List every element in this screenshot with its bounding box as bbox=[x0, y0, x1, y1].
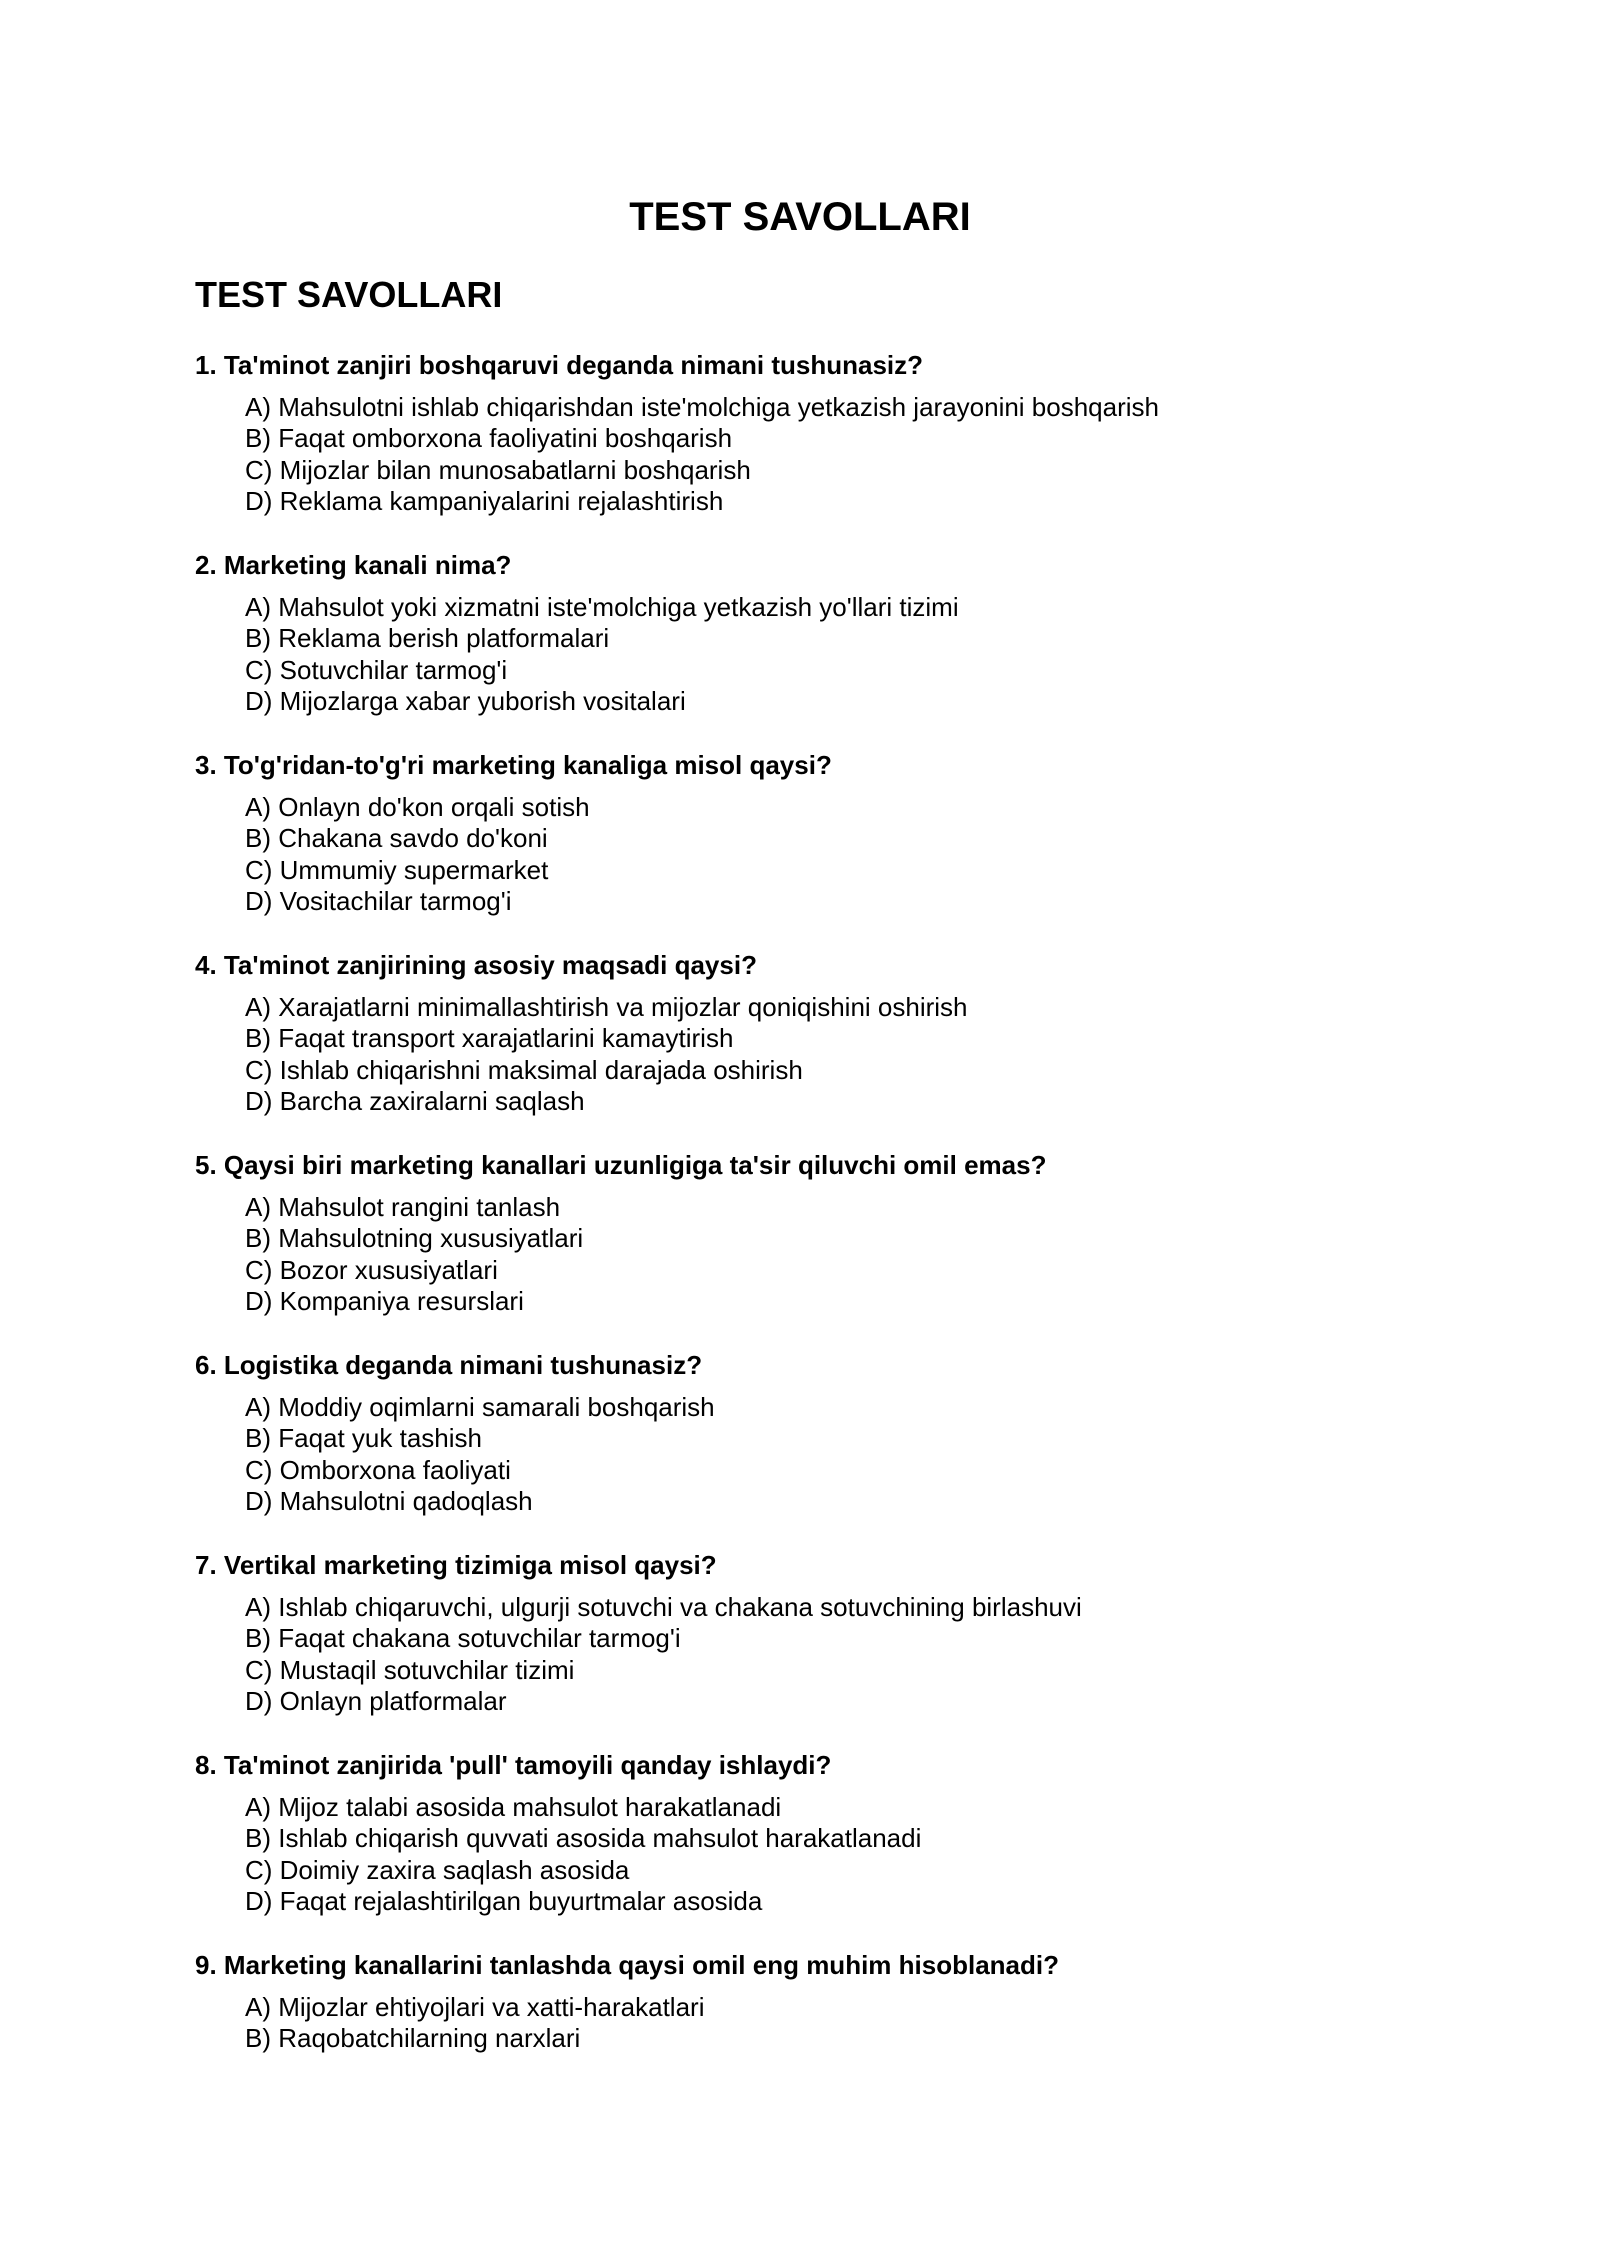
option-list bbox=[195, 1192, 1415, 1317]
question-text: 1. Ta'minot zanjiri boshqaruvi deganda nimani tushunasiz? bbox=[195, 350, 924, 380]
answer-option: D) Mahsulotni qadoqlash bbox=[245, 1485, 533, 1516]
answer-option: B) Mahsulotning xususiyatlari bbox=[245, 1223, 584, 1254]
answer-option: D) Kompaniya resurslari bbox=[245, 1285, 524, 1316]
question-text: 8. Ta'minot zanjirida 'pull' tamoyili qanday ishlaydi? bbox=[195, 1750, 832, 1780]
answer-option: D) Onlayn platformalar bbox=[245, 1685, 507, 1716]
answer-option: C) Ishlab chiqarishni maksimal darajada oshirish bbox=[245, 1054, 803, 1085]
option-list bbox=[195, 992, 1415, 1117]
question-text: 3. To'g'ridan-to'g'ri marketing kanaliga misol qaysi? bbox=[195, 750, 832, 780]
answer-option: D) Mijozlarga xabar yuborish vositalari bbox=[245, 685, 686, 716]
question-text: 2. Marketing kanali nima? bbox=[195, 550, 512, 580]
answer-option: B) Faqat chakana sotuvchilar tarmog'i bbox=[245, 1623, 681, 1654]
option-list bbox=[195, 1992, 1415, 2055]
answer-option: C) Omborxona faoliyati bbox=[245, 1454, 511, 1485]
answer-option: A) Mijoz talabi asosida mahsulot harakatlanadi bbox=[245, 1792, 782, 1822]
question-item bbox=[195, 747, 1415, 947]
answer-option: C) Mustaqil sotuvchilar tizimi bbox=[245, 1654, 575, 1685]
option-list bbox=[195, 792, 1415, 917]
answer-option: A) Xarajatlarni minimallashtirish va mijozlar qoniqishini oshirish bbox=[245, 992, 968, 1022]
answer-option: C) Doimiy zaxira saqlash asosida bbox=[245, 1854, 630, 1885]
option-list bbox=[195, 592, 1415, 717]
question-text: 5. Qaysi biri marketing kanallari uzunligiga ta'sir qiluvchi omil emas? bbox=[195, 1150, 1047, 1180]
section-heading: TEST SAVOLLARI bbox=[195, 274, 503, 315]
answer-option: B) Faqat omborxona faoliyatini boshqarish bbox=[245, 423, 733, 454]
question-text: 7. Vertikal marketing tizimiga misol qaysi? bbox=[195, 1550, 717, 1580]
question-item bbox=[195, 1947, 1415, 2147]
question-item bbox=[195, 347, 1415, 547]
answer-option: A) Ishlab chiqaruvchi, ulgurji sotuvchi va chakana sotuvchining birlashuvi bbox=[245, 1592, 1082, 1622]
question-list bbox=[195, 347, 1415, 2147]
question-text: 6. Logistika deganda nimani tushunasiz? bbox=[195, 1350, 703, 1380]
answer-option: B) Chakana savdo do'koni bbox=[245, 823, 548, 854]
answer-option: A) Onlayn do'kon orqali sotish bbox=[245, 792, 590, 822]
question-text: 9. Marketing kanallarini tanlashda qaysi omil eng muhim hisoblanadi? bbox=[195, 1950, 1059, 1980]
question-item bbox=[195, 1347, 1415, 1547]
option-list bbox=[195, 1392, 1415, 1517]
answer-option: B) Ishlab chiqarish quvvati asosida mahsulot harakatlanadi bbox=[245, 1823, 922, 1854]
answer-option: A) Mahsulot yoki xizmatni iste'molchiga yetkazish yo'llari tizimi bbox=[245, 592, 959, 622]
question-item bbox=[195, 1547, 1415, 1747]
question-item bbox=[195, 1147, 1415, 1347]
answer-option: B) Reklama berish platformalari bbox=[245, 623, 610, 654]
answer-option: D) Reklama kampaniyalarini rejalashtirish bbox=[245, 485, 724, 516]
option-list bbox=[195, 1592, 1415, 1717]
answer-option: C) Sotuvchilar tarmog'i bbox=[245, 654, 508, 685]
question-item bbox=[195, 1747, 1415, 1947]
option-list bbox=[195, 1792, 1415, 1917]
answer-option: A) Mijozlar ehtiyojlari va xatti-harakatlari bbox=[245, 1992, 705, 2022]
question-text: 4. Ta'minot zanjirining asosiy maqsadi qaysi? bbox=[195, 950, 757, 980]
answer-option: D) Faqat rejalashtirilgan buyurtmalar asosida bbox=[245, 1885, 763, 1916]
answer-option: A) Moddiy oqimlarni samarali boshqarish bbox=[245, 1392, 715, 1422]
answer-option: A) Mahsulotni ishlab chiqarishdan iste'molchiga yetkazish jarayonini boshqarish bbox=[245, 392, 1159, 422]
answer-option: C) Ummumiy supermarket bbox=[245, 854, 549, 885]
answer-option: C) Mijozlar bilan munosabatlarni boshqarish bbox=[245, 454, 751, 485]
document-title: TEST SAVOLLARI bbox=[629, 195, 971, 239]
answer-option: B) Faqat transport xarajatlarini kamaytirish bbox=[245, 1023, 734, 1054]
question-item bbox=[195, 947, 1415, 1147]
answer-option: C) Bozor xususiyatlari bbox=[245, 1254, 498, 1285]
answer-option: D) Barcha zaxiralarni saqlash bbox=[245, 1085, 585, 1116]
answer-option: D) Vositachilar tarmog'i bbox=[245, 885, 512, 916]
answer-option: B) Faqat yuk tashish bbox=[245, 1423, 482, 1454]
question-item bbox=[195, 547, 1415, 747]
answer-option: A) Mahsulot rangini tanlash bbox=[245, 1192, 561, 1222]
answer-option: B) Raqobatchilarning narxlari bbox=[245, 2023, 581, 2054]
option-list bbox=[195, 392, 1415, 517]
